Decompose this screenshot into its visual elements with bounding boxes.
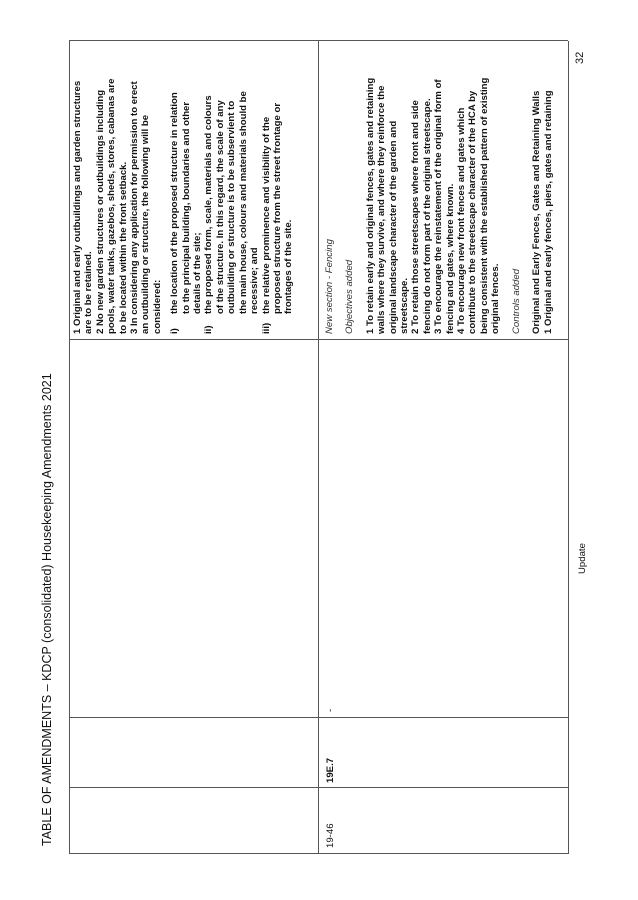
sub-item-line: the main house, colours and materials should be <box>237 91 249 314</box>
objective-line: being consistent with the established pattern of existing <box>478 77 490 334</box>
objective-line: streetscape. <box>399 278 411 334</box>
objective-line: 3 To encourage the reinstatement of the original form of <box>433 79 445 334</box>
control-line: Original and Early Fences, Gates and Retaining Walls <box>531 90 543 334</box>
sub-item-line: the proposed form, scale, materials and colours <box>203 95 215 314</box>
sub-item-line: recessive; and <box>249 247 261 314</box>
sub-item-line: outbuilding or structure is to be subservient to <box>226 100 238 314</box>
page-title: TABLE OF AMENDMENTS – KDCP (consolidated) Housekeeping Amendments 2021 <box>40 373 54 846</box>
objective-line: original landscape character of the garden and <box>387 120 399 334</box>
row1-line: 2 No new garden structures or outbuildings including <box>94 89 106 334</box>
sub-item-line: proposed structure from the street frontage or <box>271 102 283 314</box>
sub-item-line: the location of the proposed structure in relation <box>169 92 181 314</box>
objective-line: contribute to the streetscape character of the HCA by <box>467 90 479 334</box>
note-objectives-added: Objectives added <box>344 259 356 334</box>
row1-line: to be located within the front setback. <box>117 161 129 334</box>
objective-line: original fences. <box>490 263 502 334</box>
sub-item-numeral: ii) <box>203 325 215 334</box>
sub-item-numeral: iii) <box>260 322 272 334</box>
sub-item-line: of the structure. In this regard, the scale of any <box>214 100 226 314</box>
objective-line: 2 To retain those streetscapes where front and side <box>410 100 422 334</box>
amendment-type-label: Update <box>577 543 588 574</box>
sub-item-line: frontages of the site. <box>283 219 295 314</box>
row1-line: 3 In considering any application for permission to erect <box>129 81 141 334</box>
section-cell: 19E.7 <box>325 757 336 783</box>
objective-line: fencing and gates, where known. <box>444 183 456 334</box>
objective-line: 4 To encourage new front fences and gates which <box>456 107 468 334</box>
existing-cell: - <box>325 708 336 712</box>
sub-item-line: details of the site; <box>192 232 204 314</box>
sub-item-numeral: i) <box>169 328 181 334</box>
sub-item-line: the relative prominence and visibility of the <box>260 116 272 314</box>
page-ref-cell: 19-46 <box>325 823 336 848</box>
row1-line: 1 Original and early outbuildings and garden structures <box>72 80 83 334</box>
objective-line: fencing do not form part of the original streetscape. <box>421 98 433 334</box>
objective-line: walls where they survive, and where they reinforce the <box>376 85 388 334</box>
note-new-section: New section - Fencing <box>324 239 335 334</box>
row1-line: are to be retained. <box>83 251 95 334</box>
row1-line: an outbuilding or structure, the following will be <box>140 114 152 334</box>
note-controls-added: Controls added <box>510 268 522 334</box>
row1-line: considered: <box>151 279 163 334</box>
page-number: 32 <box>574 51 586 64</box>
control-line: 1 Original and early fences, piers, gates and retaining <box>542 90 554 334</box>
sub-item-line: to the principal building, boundaries and other <box>180 101 192 314</box>
objective-line: 1 To retain early and original fences, gates and retaining <box>364 77 376 334</box>
row1-line: pools, water tanks, gazebos, sheds, stores, cabanas are <box>106 78 118 334</box>
